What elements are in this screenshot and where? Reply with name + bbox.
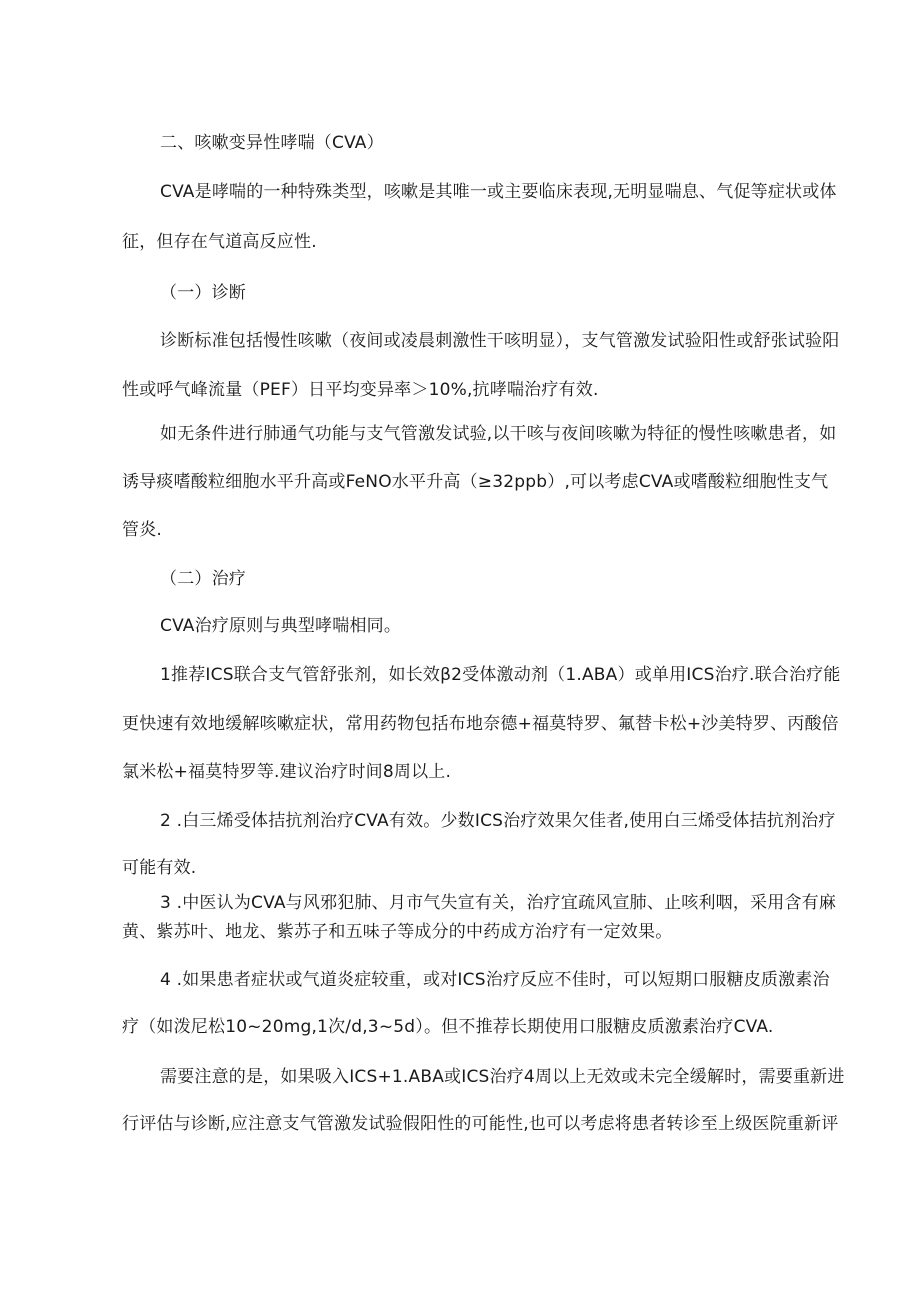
paragraph-line: CVA治疗原则与典型哮喘相同。 <box>160 616 402 636</box>
paragraph-line: 诱导痰嗜酸粒细胞水平升高或FeNO水平升高（≥32ppb）,可以考虑CVA或嗜酸粒细胞性支气 <box>122 472 829 492</box>
paragraph-line: 3 .中医认为CVA与风邪犯肺、月市气失宣有关，治疗宜疏风宣肺、止咳利咽，采用含有麻 <box>160 893 837 913</box>
paragraph-line: 诊断标准包括慢性咳嗽（夜间或凌晨刺激性干咳明显），支气管激发试验阳性或舒张试验阳 <box>160 331 840 351</box>
paragraph-line: 征，但存在气道高反应性. <box>122 232 317 252</box>
paragraph-line: 需要注意的是，如果吸入ICS+1.ABA或ICS治疗4周以上无效或未完全缓解时，需要重新进 <box>160 1067 845 1087</box>
paragraph-line: 4 .如果患者症状或气道炎症较重，或对ICS治疗反应不佳时，可以短期口服糖皮质激素治 <box>160 970 830 990</box>
paragraph-line: 2 .白三烯受体拮抗剂治疗CVA有效。少数ICS治疗效果欠佳者,使用白三烯受体拮抗剂治疗 <box>160 811 836 831</box>
paragraph-line: 黄、紫苏叶、地龙、紫苏子和五味子等成分的中药成方治疗有一定效果。 <box>122 922 673 942</box>
paragraph-line: 氯米松+福莫特罗等.建议治疗时间8周以上. <box>122 762 452 782</box>
paragraph-line: 管炎. <box>122 520 163 540</box>
paragraph-line: 更快速有效地缓解咳嗽症状，常用药物包括布地奈德+福莫特罗、氟替卡松+沙美特罗、丙酸倍 <box>122 714 839 734</box>
paragraph-line: CVA是哮喘的一种特殊类型，咳嗽是其唯一或主要临床表现,无明显喘息、气促等症状或体 <box>160 182 837 202</box>
paragraph-line: 可能有效. <box>122 858 197 878</box>
subsection-heading: （一）诊断 <box>160 283 246 303</box>
paragraph-line: 疗（如泼尼松10~20mg,1次/d,3~5d）。但不推荐长期使用口服糖皮质激素治疗CVA. <box>122 1017 774 1037</box>
paragraph-line: 1推荐ICS联合支气管舒张剂，如长效β2受体激动剂（1.ABA）或单用ICS治疗.联合治疗能 <box>160 665 841 685</box>
paragraph-line: 如无条件进行肺通气功能与支气管激发试验,以干咳与夜间咳嗽为特征的慢性咳嗽患者，如 <box>160 424 837 444</box>
paragraph-line: 性或呼气峰流量（PEF）日平均变异率＞10%,抗哮喘治疗有效. <box>122 380 599 400</box>
section-heading: 二、咳嗽变异性哮喘（CVA） <box>160 133 384 153</box>
paragraph-line: 行评估与诊断,应注意支气管激发试验假阳性的可能性,也可以考虑将患者转诊至上级医院重新评 <box>122 1114 839 1134</box>
subsection-heading: （二）治疗 <box>160 569 246 589</box>
